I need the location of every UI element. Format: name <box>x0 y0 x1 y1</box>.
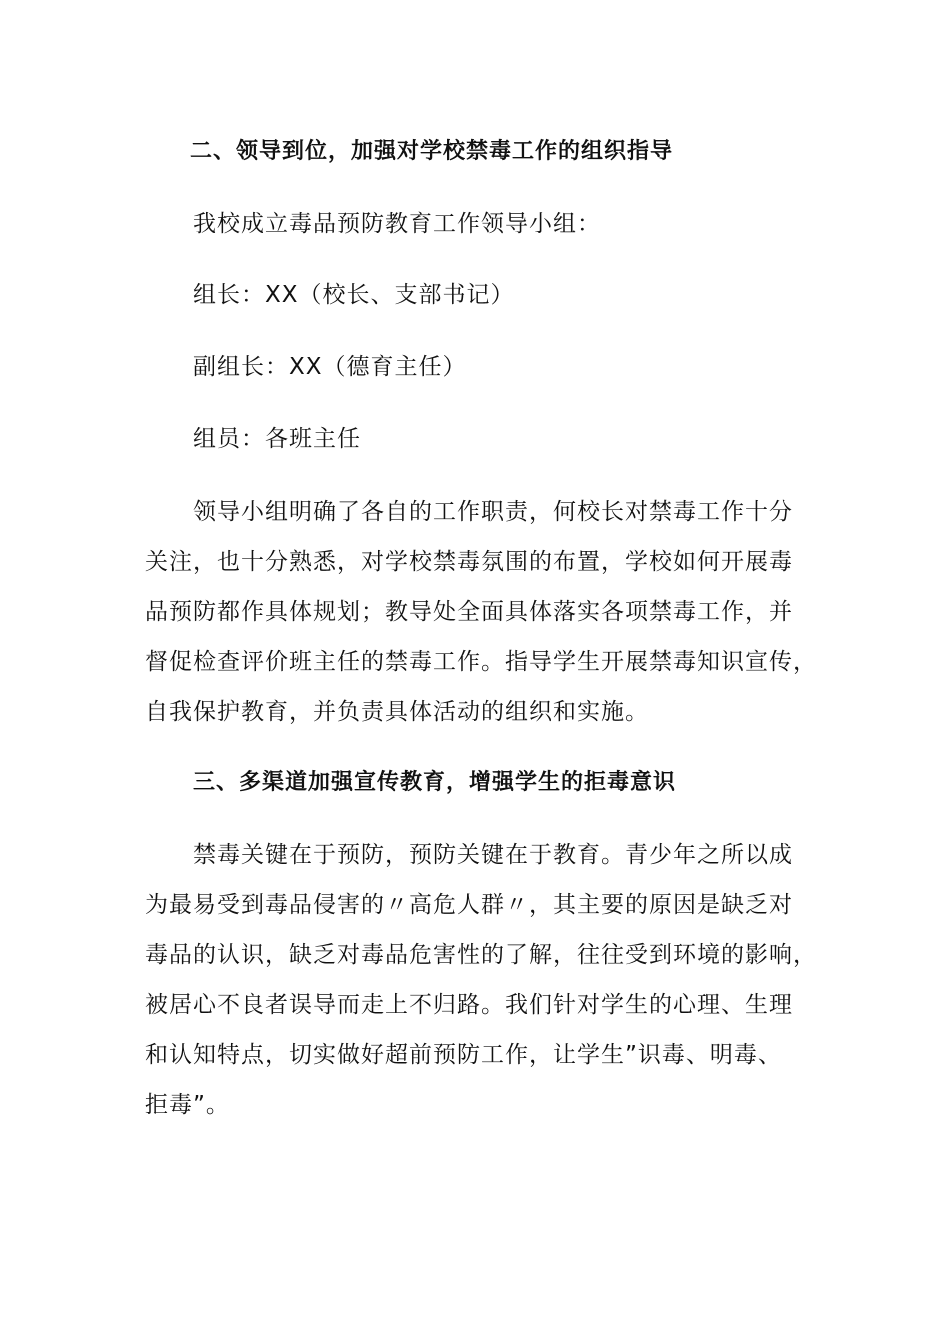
section-2-paragraph-line: 自我保护教育，并负责具体活动的组织和实施。 <box>145 699 649 725</box>
section-3-heading: 三、多渠道加强宣传教育，增强学生的拒毒意识 <box>193 770 677 795</box>
group-members-line: 组员：各班主任 <box>193 426 361 452</box>
section-3-paragraph-line: 禁毒关键在于预防，预防关键在于教育。青少年之所以成 <box>193 842 793 868</box>
section-2-paragraph-line: 督促检查评价班主任的禁毒工作。指导学生开展禁毒知识宣传， <box>145 649 817 675</box>
section-3-paragraph-line: 为最易受到毒品侵害的〃高危人群〃，其主要的原因是缺乏对 <box>145 892 793 918</box>
deputy-leader-line: 副组长：XX（德育主任） <box>193 354 467 380</box>
section-3-paragraph-line: 被居心不良者误导而走上不归路。我们针对学生的心理、生理 <box>145 992 793 1018</box>
section-2-paragraph-line: 领导小组明确了各自的工作职责，何校长对禁毒工作十分 <box>193 499 793 525</box>
section-2-paragraph-line: 品预防都作具体规划；教导处全面具体落实各项禁毒工作，并 <box>145 599 793 625</box>
group-leader-line: 组长：XX（校长、支部书记） <box>193 282 515 308</box>
section-2-paragraph-line: 关注，也十分熟悉，对学校禁毒氛围的布置，学校如何开展毒 <box>145 549 793 575</box>
section-2-intro: 我校成立毒品预防教育工作领导小组： <box>193 211 601 237</box>
section-3-paragraph-line: 拒毒”。 <box>145 1092 230 1118</box>
section-3-paragraph-line: 毒品的认识，缺乏对毒品危害性的了解，往往受到环境的影响， <box>145 942 817 968</box>
section-3-paragraph-line: 和认知特点，切实做好超前预防工作，让学生”识毒、明毒、 <box>145 1042 782 1068</box>
section-2-heading: 二、领导到位，加强对学校禁毒工作的组织指导 <box>190 139 674 164</box>
